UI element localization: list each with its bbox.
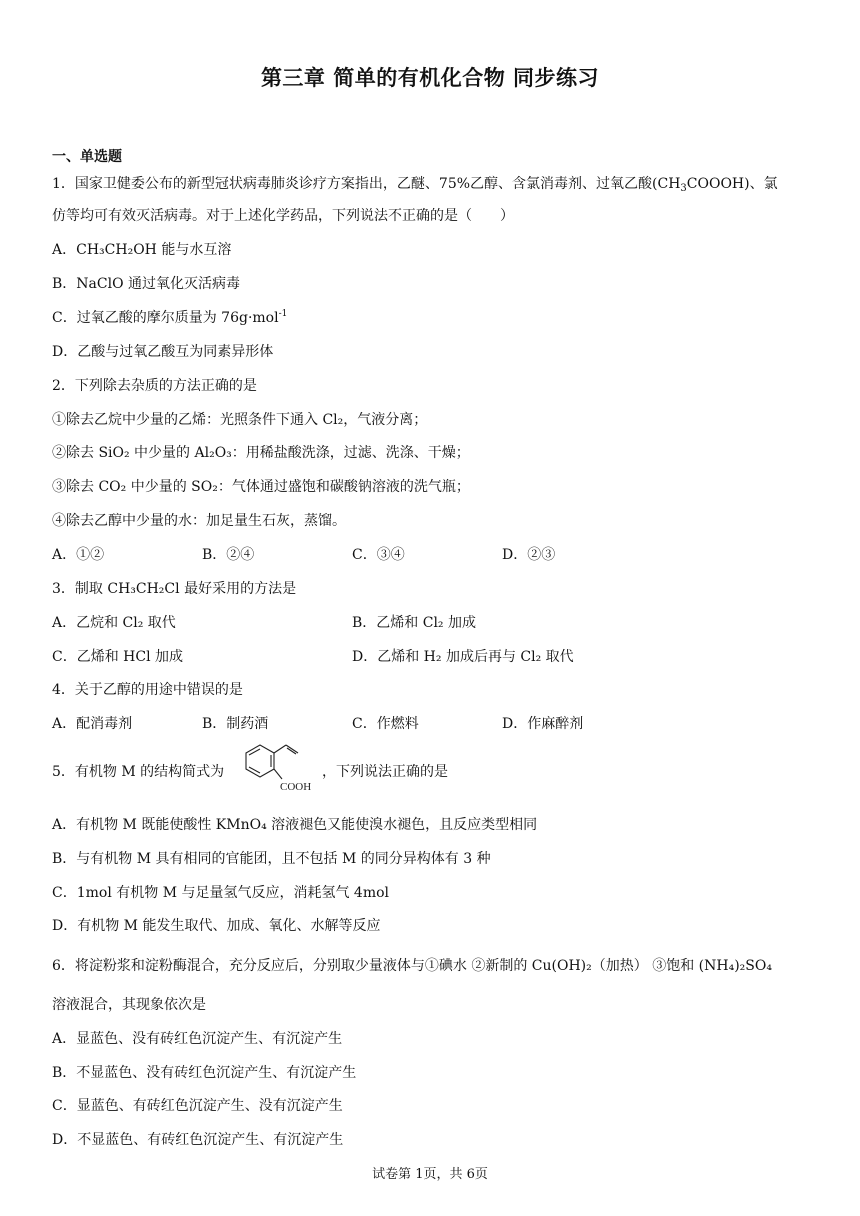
q2-option-c: C．③④ (352, 547, 405, 563)
q4-option-a: A．配消毒剂 (52, 716, 133, 732)
q6-option-c: C．显蓝色、有砖红色沉淀产生、没有沉淀产生 (52, 1098, 343, 1114)
q1-option-b: B．NaClO 通过氧化灭活病毒 (52, 276, 241, 292)
q2-item-1: ①除去乙烷中少量的乙烯：光照条件下通入 Cl₂，气液分离； (52, 412, 428, 428)
q2-option-d: D．②③ (502, 547, 556, 563)
q2-option-a: A．①② (52, 547, 105, 563)
q5-option-d: D．有机物 M 能发生取代、加成、氧化、水解等反应 (52, 918, 381, 934)
q6-option-b: B．不显蓝色、没有砖红色沉淀产生、有沉淀产生 (52, 1065, 357, 1081)
q4-option-b: B．制药酒 (202, 716, 269, 732)
section-heading: 一、单选题 (52, 149, 122, 165)
q3-stem: 3．制取 CH₃CH₂Cl 最好采用的方法是 (52, 581, 297, 597)
q5-option-b: B．与有机物 M 具有相同的官能团，且不包括 M 的同分异构体有 3 种 (52, 851, 491, 867)
q5-stem (52, 762, 224, 782)
q6-stem-line1: 6．将淀粉浆和淀粉酶混合，充分反应后，分别取少量液体与①碘水 ②新制的 Cu(OH)₂（加热） ③饱和 (NH₄)₂SO₄ (52, 958, 772, 974)
q6-option-d: D．不显蓝色、有砖红色沉淀产生、有沉淀产生 (52, 1132, 344, 1148)
q4-stem: 4．关于乙醇的用途中错误的是 (52, 682, 243, 698)
q3-option-d: D．乙烯和 H₂ 加成后再与 Cl₂ 取代 (352, 649, 574, 665)
molecule-cooh-label: COOH (280, 781, 312, 793)
page-footer: 试卷第 1页，共 6页 (372, 1167, 488, 1182)
q6-option-a: A．显蓝色、没有砖红色沉淀产生、有沉淀产生 (52, 1031, 343, 1047)
q6-stem-line2: 溶液混合，其现象依次是 (52, 997, 206, 1013)
q1-stem-line2: 仿等均可有效灭活病毒。对于上述化学药品，下列说法不正确的是（ ） (52, 208, 514, 224)
q3-option-c: C．乙烯和 HCl 加成 (52, 649, 184, 665)
q1-option-a-text: CH₃CH₂OH 能与水互溶 (76, 242, 232, 258)
q4-option-d: D．作麻醉剂 (502, 716, 584, 732)
q1-stem-part1: 1．国家卫健委公布的新型冠状病毒肺炎诊疗方案指出，乙醚、75%乙醇、含氯消毒剂、过氧乙酸(CH (52, 176, 681, 192)
q1-stem-line1: 1．国家卫健委公布的新型冠状病毒肺炎诊疗方案指出，乙醚、75%乙醇、含氯消毒剂、过氧乙酸$(CH_3COOOH)$、氯 (52, 176, 778, 194)
q1-option-d: D．乙酸与过氧乙酸互为同素异形体 (52, 344, 274, 360)
q2-item-2: ②除去 SiO₂ 中少量的 Al₂O₃：用稀盐酸洗涤，过滤、洗涤、干燥； (52, 445, 470, 461)
q1-option-a: A．CH₃CH₂OH 能与水互溶 (52, 242, 232, 258)
page-title: 第三章 简单的有机化合物 同步练习 (260, 66, 600, 90)
q5-stem-part1: 5．有机物 M 的结构简式为 (52, 764, 225, 780)
q2-item-3: ③除去 CO₂ 中少量的 SO₂：气体通过盛饱和碳酸钠溶液的洗气瓶； (52, 479, 470, 495)
q5-option-c: C．1mol 有机物 M 与足量氢气反应，消耗氢气 4mol (52, 885, 390, 901)
q5-stem-part2: ，下列说法正确的是 (322, 764, 448, 780)
q2-item-4: ④除去乙醇中少量的水：加足量生石灰，蒸馏。 (52, 513, 346, 529)
q4-option-c: C．作燃料 (352, 716, 419, 732)
molecule-structure-image (232, 743, 322, 793)
q2-stem: 2．下列除去杂质的方法正确的是 (52, 378, 257, 394)
q1-stem-part2: COOOH)、氯 (686, 176, 778, 192)
q3-option-b: B．乙烯和 Cl₂ 加成 (352, 615, 476, 631)
q1-option-c: C．过氧乙酸的摩尔质量为 76g·mol$^{-1}$ (52, 309, 288, 326)
q2-option-b: B．②④ (202, 547, 255, 563)
q1-option-c-text: C．过氧乙酸的摩尔质量为 76g·mol (52, 310, 279, 326)
q5-option-a: A．有机物 M 既能使酸性 KMnO₄ 溶液褪色又能使溴水褪色，且反应类型相同 (52, 817, 538, 833)
q3-option-a: A．乙烷和 Cl₂ 取代 (52, 615, 176, 631)
